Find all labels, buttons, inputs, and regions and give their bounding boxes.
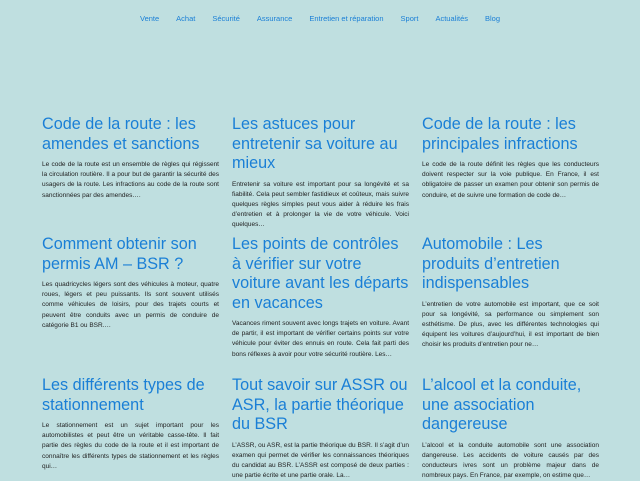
article-excerpt: Entretenir sa voiture est important pour sa longévité et sa fiabilité. Cela peut sembler fastidieux et coûteux, mais suivre quelques règles simples peut vous aider à réduire les frais d’entretien et à prolonger la vie de votre véhicule. Voici quelques… (232, 180, 409, 231)
article-excerpt: L’ASSR, ou ASR, est la partie théorique du BSR. Il s’agit d’un examen qui permet de vérifier les connaissances théoriques du candidat au BSR. L’ASSR est composé de deux parties : une partie écrite et une partie orale. La… (232, 441, 409, 481)
article-card (42, 115, 219, 201)
nav-link-blog[interactable]: Blog (485, 14, 500, 23)
article-card (422, 376, 599, 481)
article-card (232, 235, 409, 360)
article-title-link[interactable]: Les points de contrôles à vérifier sur votre voiture avant les départs en vacances (232, 235, 409, 313)
article-card (232, 115, 409, 231)
article-card (232, 376, 409, 481)
article-excerpt: Les quadricycles légers sont des véhicules à moteur, quatre roues, légers et peu puissants. Ils sont souvent utilisés comme véhicules de loisirs, pour des trajets courts et peuvent être conduits avec un permis de conduire de catégorie B1 ou BSR.… (42, 280, 219, 331)
nav-link-actualites[interactable]: Actualités (435, 14, 468, 23)
nav-link-entretien[interactable]: Entretien et réparation (309, 14, 383, 23)
article-title-link[interactable]: Code de la route : les amendes et sanctions (42, 115, 219, 154)
article-title-link[interactable]: Comment obtenir son permis AM – BSR ? (42, 235, 219, 274)
nav-link-achat[interactable]: Achat (176, 14, 195, 23)
article-card (42, 376, 219, 472)
nav-link-sport[interactable]: Sport (401, 14, 419, 23)
article-title-link[interactable]: Les astuces pour entretenir sa voiture au mieux (232, 115, 409, 174)
article-title-link[interactable]: Les différents types de stationnement (42, 376, 219, 415)
article-title-link[interactable]: L’alcool et la conduite, une association dangereuse (422, 376, 599, 435)
nav-link-securite[interactable]: Sécurité (212, 14, 240, 23)
article-excerpt: Vacances riment souvent avec longs trajets en voiture. Avant de partir, il est important de vérifier certains points sur votre véhicule pour éviter des ennuis en route. Cela fait parti des bons réflexes à avoir pour votre sécurité routière. Les… (232, 319, 409, 360)
article-card (42, 235, 219, 331)
article-excerpt: Le code de la route définit les règles que les conducteurs doivent respecter sur la voie publique. En France, il est obligatoire de passer un examen pour obtenir son permis de conduire, et de suivre une formation de code de… (422, 160, 599, 201)
article-excerpt: L’alcool et la conduite automobile sont une association dangereuse. Les accidents de voiture causés par des conducteurs ivres sont un problème majeur dans de nombreux pays. En France, par exemple, on estime que… (422, 441, 599, 481)
top-nav (0, 14, 640, 23)
article-excerpt: L’entretien de votre automobile est important, que ce soit pour sa longévité, sa performance ou simplement son esthétisme. De plus, avec les différentes technologies qui équipent les voitures d’aujourd’hui, il est important de bien choisir les produits d’entretien pour ne… (422, 300, 599, 351)
article-card (422, 235, 599, 351)
article-card (422, 115, 599, 201)
article-title-link[interactable]: Automobile : Les produits d’entretien indispensables (422, 235, 599, 294)
nav-link-vente[interactable]: Vente (140, 14, 159, 23)
article-title-link[interactable]: Tout savoir sur ASSR ou ASR, la partie théorique du BSR (232, 376, 409, 435)
article-excerpt: Le stationnement est un sujet important pour les automobilistes et peut être un véritable casse-tête. Il fait partie des règles du code de la route et il est important de connaître les différents types de stationnement et les règles qui… (42, 421, 219, 472)
nav-link-assurance[interactable]: Assurance (257, 14, 292, 23)
article-excerpt: Le code de la route est un ensemble de règles qui régissent la circulation routière. Il a pour but de garantir la sécurité des usagers de la route. Les infractions au code de la route sont sanctionnées par des amendes…. (42, 160, 219, 201)
article-title-link[interactable]: Code de la route : les principales infractions (422, 115, 599, 154)
